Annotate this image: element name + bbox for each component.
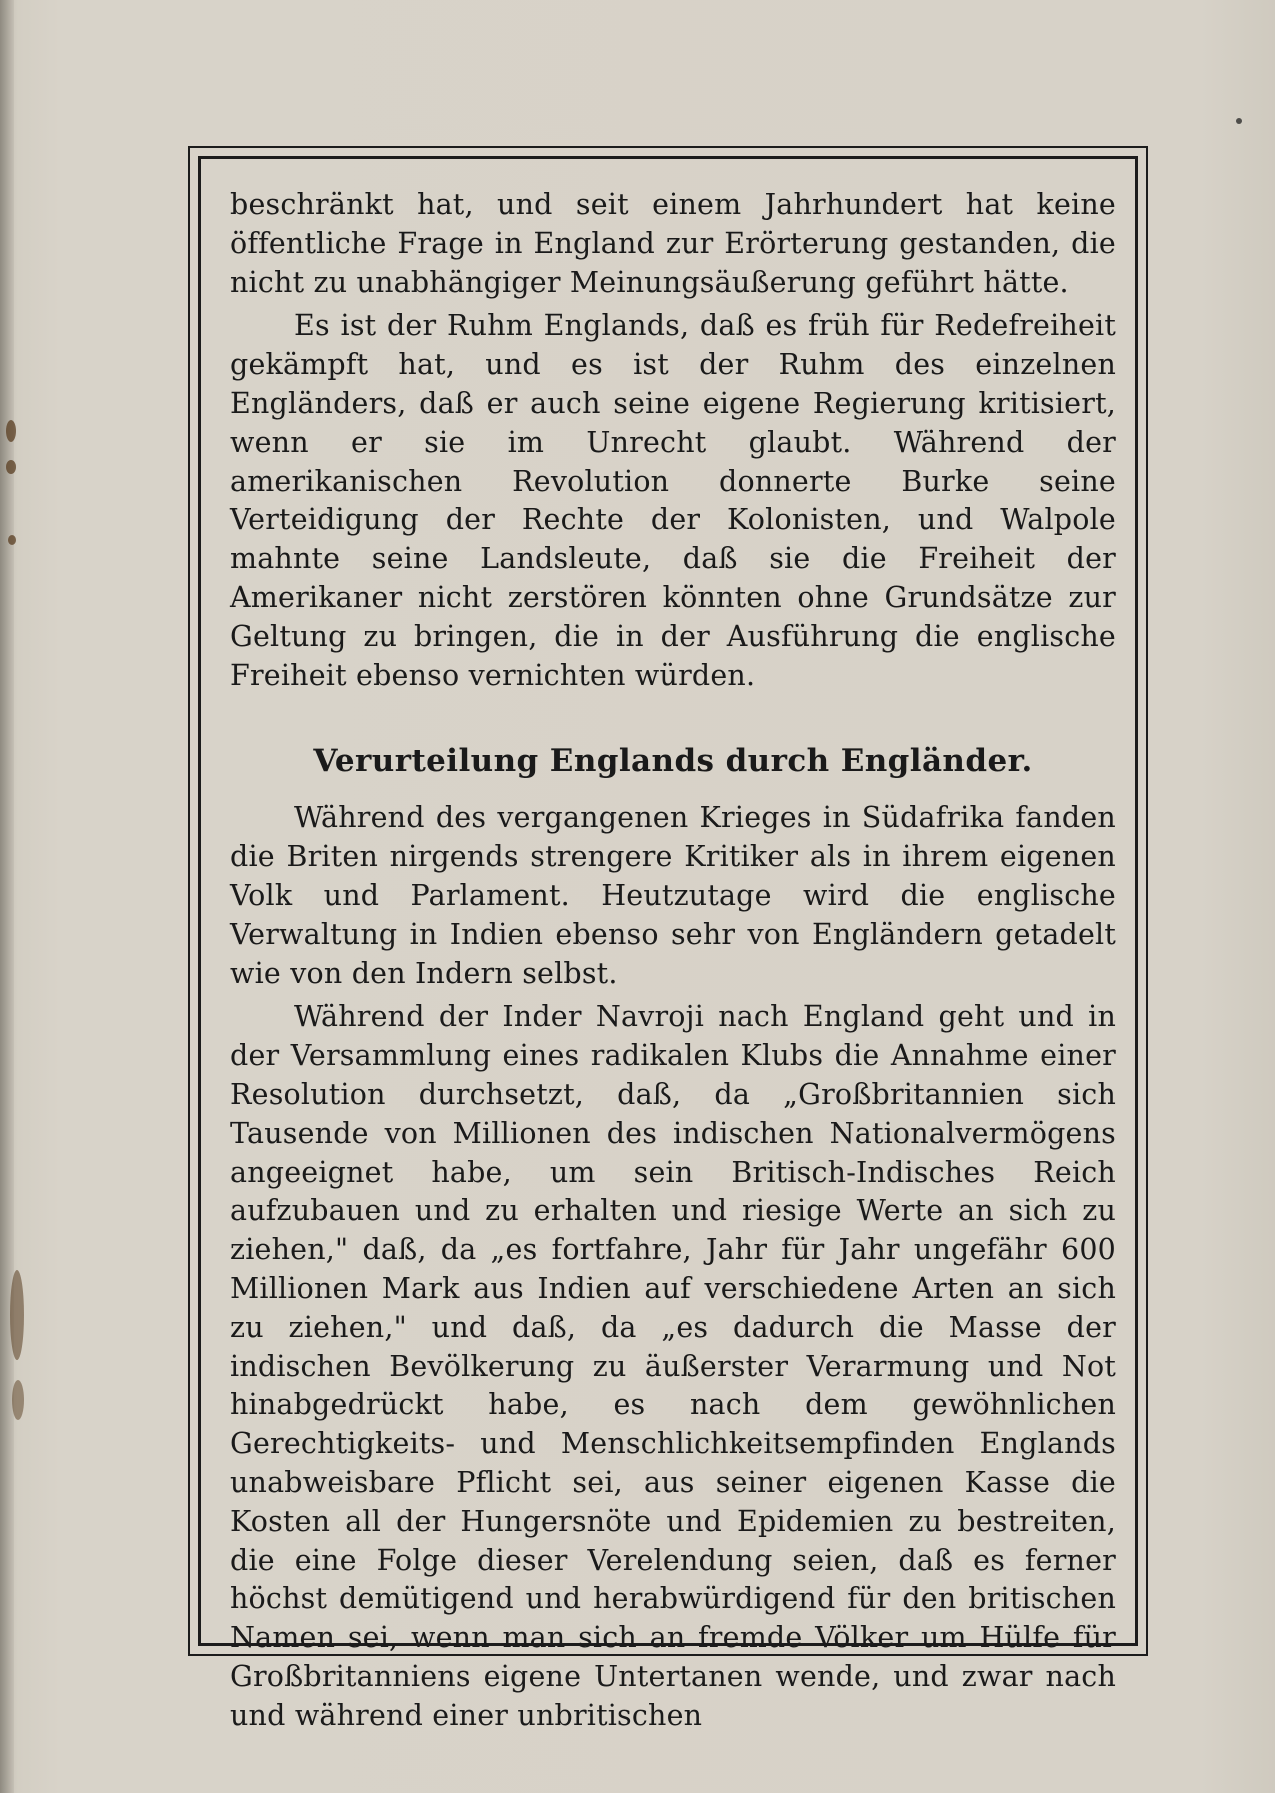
paragraph: Während der Inder Navroji nach England geht und in der Versammlung eines radikalen Klubs die Annahme einer Resolution durchsetzt, daß, da „Großbritannien sich Tausende von Millionen des indischen Nationalvermögens angeeignet habe, um sein Britisch-Indisches Reich aufzubauen und zu erhalten und riesige Werte an sich zu ziehen," daß, da „es fortfahre, Jahr für Jahr ungefähr 600 Millionen Mark aus Indien auf verschiedene Arten an sich zu ziehen," und daß, da „es dadurch die Masse der indischen Bevölkerung zu äußerster Verarmung und Not hinabgedrückt habe, es nach dem gewöhnlichen Gerechtigkeits- und Menschlichkeitsempfinden Englands unabweisbare Pflicht sei, aus seiner eigenen Kasse die Kosten all der Hungersnöte und Epidemien zu bestreiten, die eine Folge dieser Verelendung seien, daß es ferner höchst demütigend und herabwürdigend für den britischen Namen sei, wenn man sich an fremde Völker um Hülfe für Großbritanniens eigene Untertanen wende, und zwar nach und während einer unbritischen: [230, 1000, 1116, 1732]
rust-stain: [8, 535, 16, 545]
rust-stain: [6, 460, 16, 474]
rust-stain: [6, 420, 16, 442]
book-binding-edge: [0, 0, 14, 1793]
rust-stain: [12, 1380, 24, 1420]
section-heading: Verurteilung Englands durch Engländer.: [313, 743, 1033, 780]
paragraph-continued: beschränkt hat, und seit einem Jahrhundert hat keine öffentliche Frage in England zur Erörterung gestanden, die nicht zu unabhängiger Meinungsäußerung geführt hätte.: [230, 188, 1116, 299]
rust-stain: [10, 1270, 24, 1360]
paragraph: Es ist der Ruhm Englands, daß es früh für Redefreiheit gekämpft hat, und es ist der Ruhm des einzelnen Engländers, daß er auch seine eigene Regierung kritisiert, wenn er sie im Unrecht glaubt. Während der amerikanischen Revolution donnerte Burke seine Verteidigung der Rechte der Kolonisten, und Walpole mahnte seine Landsleute, daß sie die Freiheit der Amerikaner nicht zerstören könnten ohne Grundsätze zur Geltung zu bringen, die in der Ausführung die englische Freiheit ebenso vernichten würden.: [230, 309, 1116, 692]
ink-dot: [1236, 118, 1242, 124]
paragraph: Während des vergangenen Krieges in Südafrika fanden die Briten nirgends strengere Kritiker als in ihrem eigenen Volk und Parlament. Heutzutage wird die englische Verwaltung in Indien ebenso sehr von Engländern getadelt wie von den Indern selbst.: [230, 801, 1116, 990]
page-text: [230, 186, 1116, 1735]
